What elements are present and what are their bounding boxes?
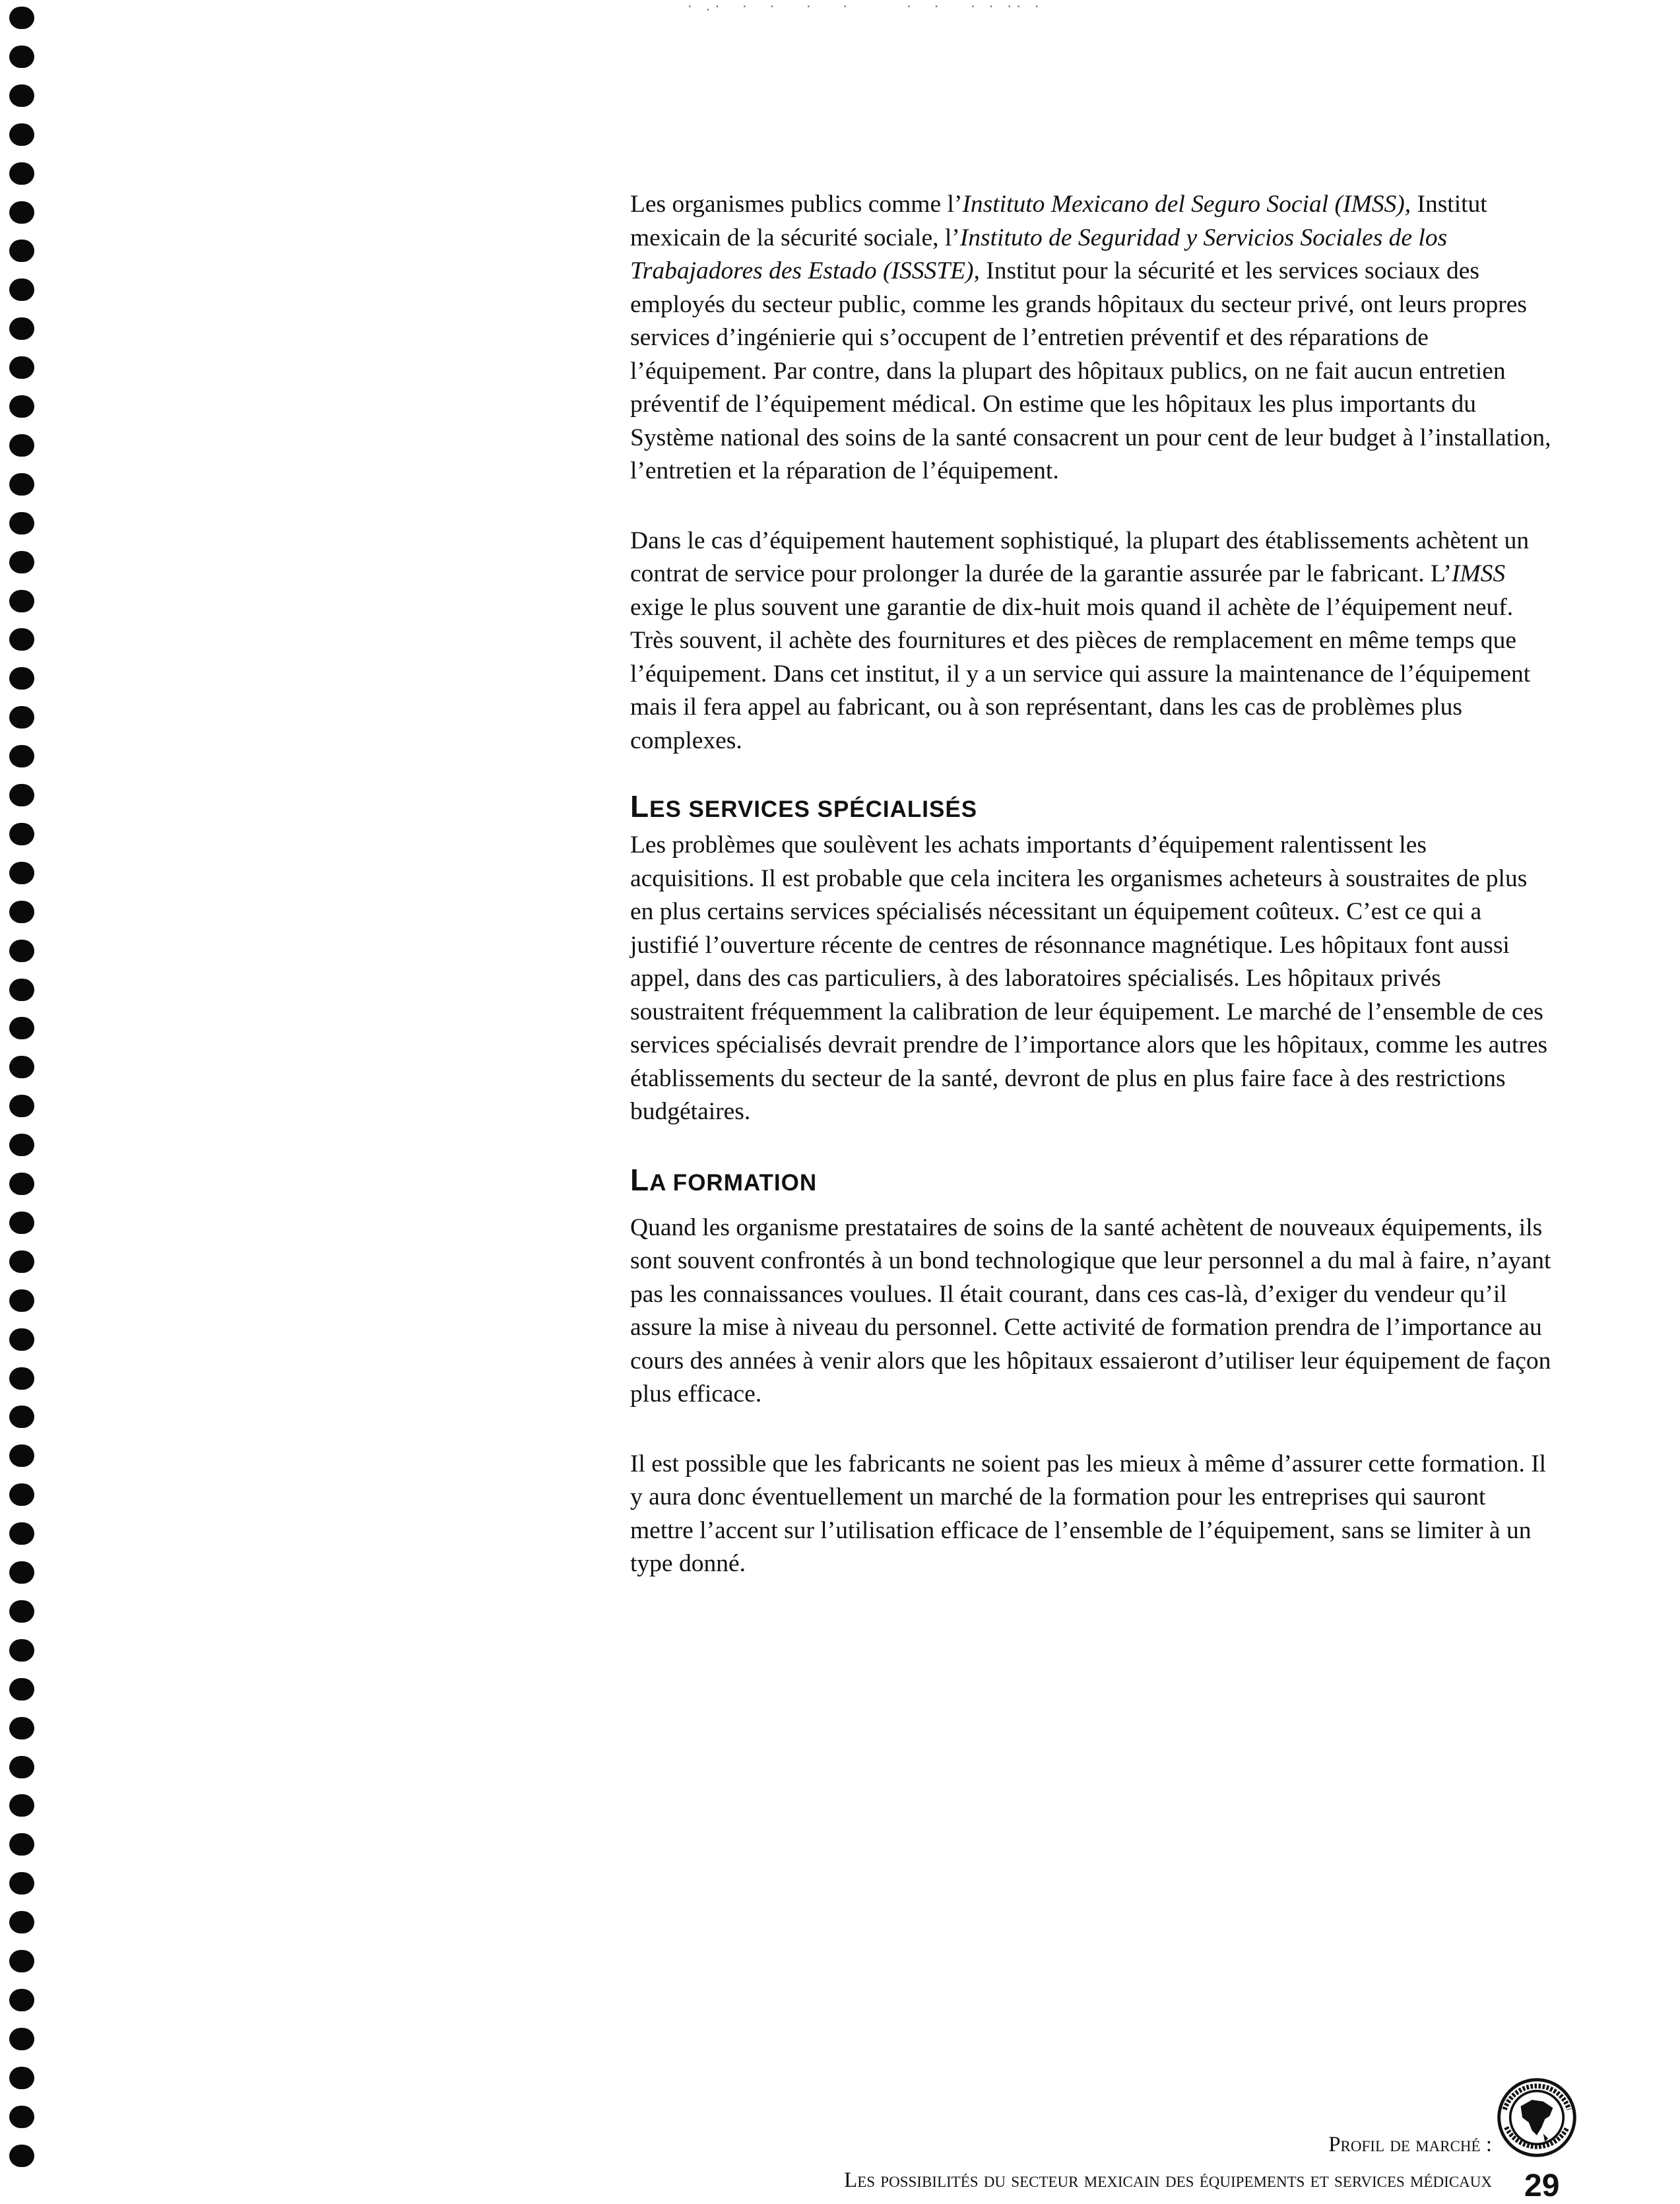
binding-hole <box>9 395 34 418</box>
binding-hole <box>9 84 34 107</box>
binding-hole <box>9 162 34 185</box>
text-segment: exige le plus souvent une garantie de dix-huit mois quand il achète de l’équipement neuf. Très souvent, il achète des fournitures et des pièces de remplacement en même temps que l’équipement. Dans cet institut, il y a un service qui assure la maintenance de l’équipement mais il fera appel au fabricant, ou à son représentant, dans les cas de problèmes plus complexes. <box>630 593 1531 754</box>
section-heading-training <box>630 1161 1554 1202</box>
binding-hole <box>9 201 34 224</box>
paragraph-maintenance-public <box>630 188 1554 488</box>
binding-hole <box>9 667 34 690</box>
italic-segment: Instituto de Seguridad y Servicios Sociales de los Trabajadores des Estado (ISSSTE), <box>630 224 1448 284</box>
binding-hole <box>9 1056 34 1078</box>
binding-hole <box>9 1989 34 2011</box>
binding-hole <box>9 7 34 29</box>
heading-rest: ES SERVICES SPÉCIALISÉS <box>649 796 978 822</box>
binding-hole <box>9 551 34 573</box>
binding-hole <box>9 1328 34 1351</box>
binding-hole <box>9 823 34 845</box>
paragraph-training-1: Quand les organisme prestataires de soins de la santé achètent de nouveaux équipements, ils sont souvent confrontés à un bond technologique que leur personnel a du mal à faire, n’ayant pas les connaissances voulues. Il était courant, dans ces cas-là, d’exiger du vendeur qu’il assure la mise à niveau du personnel. Cette activité de formation prendra de l’importance au cours des années à venir alors que les hôpitaux essaieront d’utiliser leur équipement de façon plus efficace. <box>630 1214 1551 1408</box>
text-segment: Institut pour la sécurité et les services sociaux des employés du secteur public, comme les grands hôpitaux du secteur privé, ont leurs propres services d’ingénierie qui s’occupent de l’entretien préventif et des réparations de l’équipement. Par contre, dans la plupart des hôpitaux publics, on ne fait aucun entretien préventif de l’équipement médical. On estime que les hôpitaux les plus importants du Système national des soins de la santé consacrent un pour cent de leur budget à l’installation, l’entretien et la réparation de l’équipement. <box>630 257 1551 484</box>
binding-hole <box>9 1212 34 1234</box>
text-segment: Les organismes publics comme l’ <box>630 191 963 218</box>
binding-hole <box>9 706 34 729</box>
binding-hole <box>9 784 34 806</box>
binding-hole <box>9 1406 34 1428</box>
page-number: 29 <box>1524 2168 1560 2203</box>
scan-artifact: · .· · · · · · · · · ·· · <box>686 0 1043 14</box>
binding-hole <box>9 1483 34 1506</box>
binding-hole <box>9 473 34 496</box>
binding-hole <box>9 278 34 301</box>
binding-hole <box>9 1872 34 1895</box>
binding-hole <box>9 356 34 379</box>
binding-hole <box>9 46 34 68</box>
binding-hole <box>9 1017 34 1039</box>
paragraph-service-contract <box>630 525 1554 758</box>
binding-hole <box>9 1639 34 1662</box>
binding-hole <box>9 434 34 457</box>
binding-hole <box>9 862 34 884</box>
binding-hole <box>9 1794 34 1817</box>
paragraph-specialized-services: Les problèmes que soulèvent les achats importants d’équipement ralentissent les acquisitions. Il est probable que cela incitera les organismes acheteurs à soustraites de plus en plus certains services spécialisés nécessitant un équipement coûteux. C’est ce qui a justifié l’ouverture récente de centres de résonnance magnétique. Les hôpitaux font aussi appel, dans des cas particuliers, à des laboratoires spécialisés. Les hôpitaux privés soustraitent fréquemment la calibration de leur équipement. Le marché de l’ensemble de ces services spécialisés devrait prendre de l’importance alors que les hôpitaux, comme les autres établissements du secteur de la santé, devront de plus en plus faire face à des restrictions budgétaires. <box>630 831 1548 1125</box>
binding-hole <box>9 2145 34 2167</box>
main-text <box>630 188 1554 1581</box>
heading-rest: A FORMATION <box>649 1169 818 1196</box>
binding-hole <box>9 1950 34 1972</box>
paragraph-training-2: Il est possible que les fabricants ne soient pas les mieux à même d’assurer cette formation. Il y aura donc éventuellement un marché de la formation pour les entreprises qui sauront mettre l’accent sur l’utilisation efficace de l’ensemble de l’équipement, sans se limiter à un type donné. <box>630 1450 1547 1577</box>
binding-hole <box>9 123 34 146</box>
binding-hole <box>9 901 34 923</box>
binding-hole <box>9 1833 34 1856</box>
binding-hole <box>9 1444 34 1467</box>
binding-hole <box>9 1289 34 1312</box>
binding-hole <box>9 240 34 262</box>
binding-hole <box>9 979 34 1001</box>
binding-hole <box>9 1561 34 1584</box>
text-segment: Institut mexicain de la sécurité sociale, l’ <box>630 191 1487 251</box>
spiral-binding <box>0 0 53 2194</box>
binding-hole <box>9 1756 34 1778</box>
binding-hole <box>9 628 34 651</box>
italic-segment: IMSS <box>1451 560 1506 587</box>
section-heading-specialized-services <box>630 787 1554 829</box>
footer-subtitle: Les possibilités du secteur mexicain des équipements et services médicaux <box>844 2168 1492 2192</box>
italic-segment: Instituto Mexicano del Seguro Social (IMSS), <box>962 191 1411 218</box>
binding-hole <box>9 940 34 962</box>
binding-hole <box>9 1173 34 1195</box>
binding-hole <box>9 2106 34 2128</box>
text-segment: Dans le cas d’équipement hautement sophistiqué, la plupart des établissements achètent un contrat de service pour prolonger la durée de la garantie assurée par le fabricant. L’ <box>630 527 1530 587</box>
binding-hole <box>9 1134 34 1156</box>
binding-hole <box>9 1367 34 1390</box>
binding-hole <box>9 1678 34 1701</box>
binding-hole <box>9 1600 34 1623</box>
binding-hole <box>9 1095 34 1117</box>
binding-hole <box>9 512 34 535</box>
north-america-seal-icon <box>1497 2077 1577 2158</box>
binding-hole <box>9 317 34 340</box>
binding-hole <box>9 1522 34 1545</box>
binding-hole <box>9 2028 34 2050</box>
binding-hole <box>9 590 34 612</box>
footer-title: Profil de marché : <box>1328 2133 1492 2156</box>
binding-hole <box>9 1250 34 1273</box>
heading-initial: L <box>630 789 650 824</box>
binding-hole <box>9 1717 34 1739</box>
binding-hole <box>9 2067 34 2089</box>
binding-hole <box>9 745 34 767</box>
binding-hole <box>9 1911 34 1933</box>
heading-initial: L <box>630 1162 650 1197</box>
